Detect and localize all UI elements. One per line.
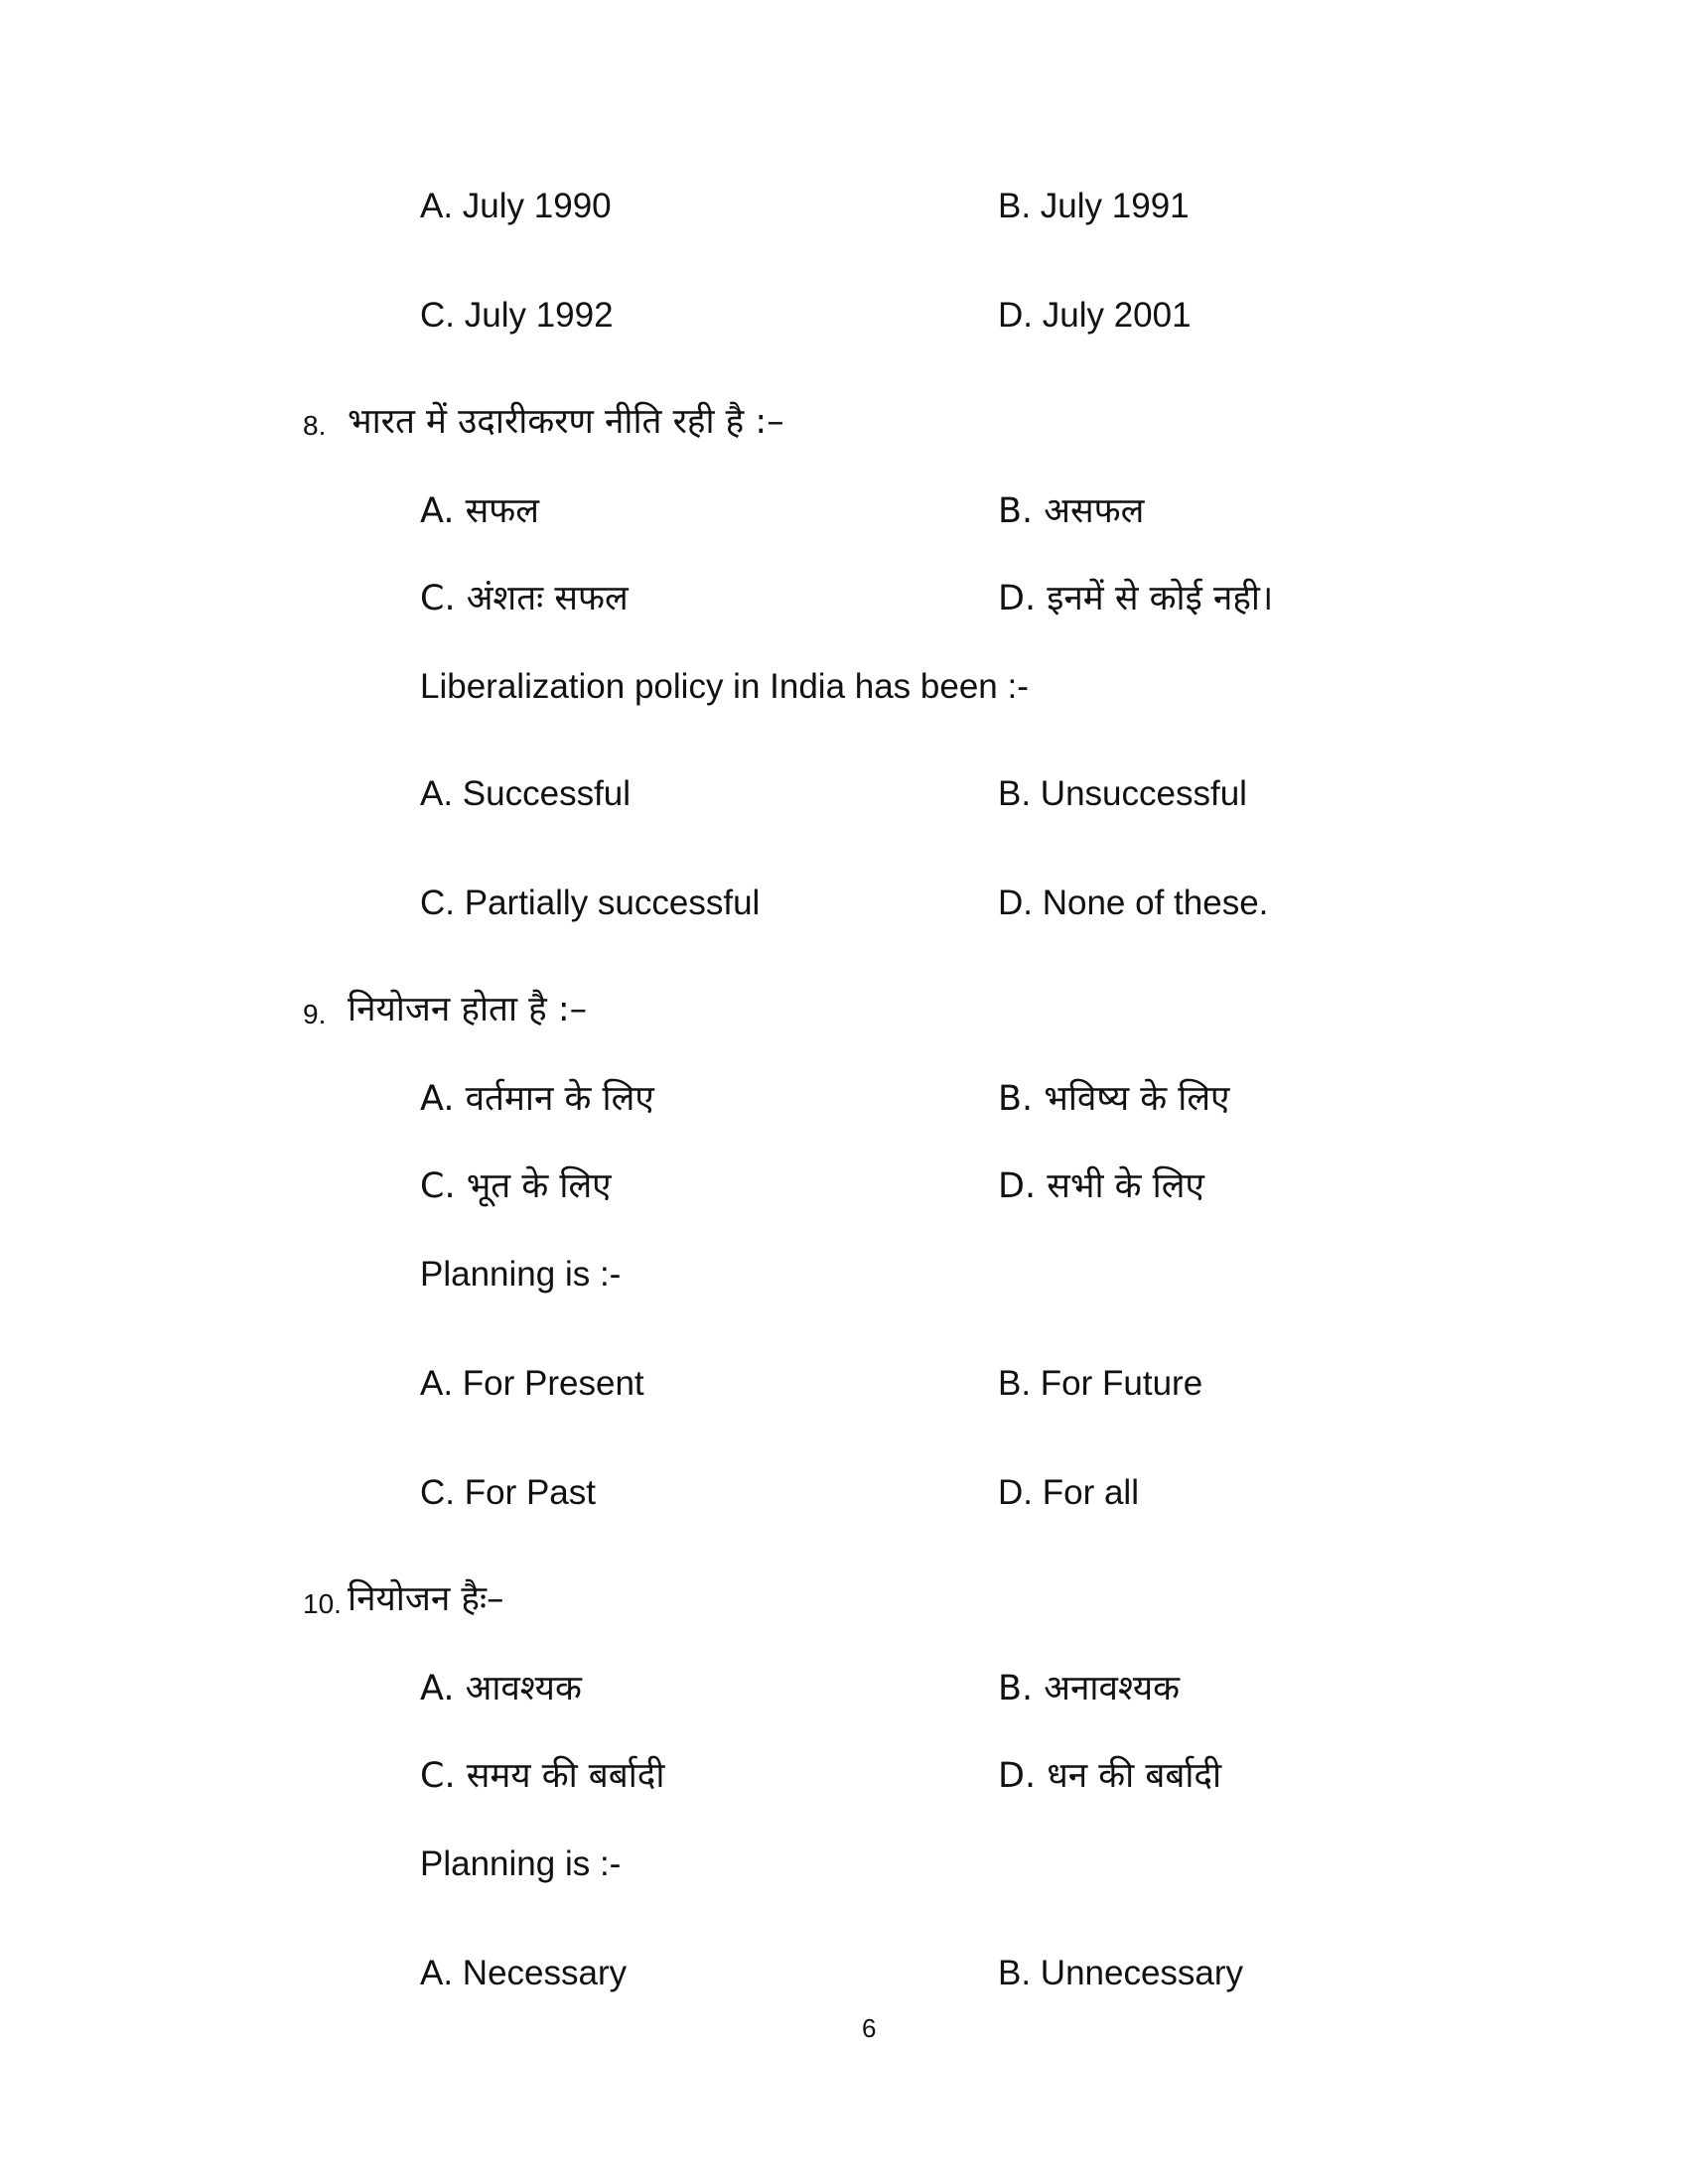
q7-option-c: C. July 1992 [420, 296, 614, 335]
q9-english-option-a: A. For Present [420, 1364, 644, 1403]
q9-english-option-c: C. For Past [420, 1473, 596, 1512]
q8-english-option-a: A. Successful [420, 774, 632, 813]
q8-hindi-option-a: A. सफल [420, 491, 539, 531]
q10-hindi-option-c: C. समय की बर्बादी [420, 1756, 665, 1796]
q9-english-option-d: D. For all [998, 1473, 1139, 1512]
q10-hindi-option-d: D. धन की बर्बादी [998, 1756, 1222, 1796]
q9-english-option-b: B. For Future [998, 1364, 1203, 1403]
q8-hindi-option-b: B. असफल [998, 491, 1145, 531]
q8-english-option-c: C. Partially successful [420, 884, 761, 922]
q10-english-question: Planning is :- [420, 1844, 622, 1883]
q8-number: 8. [303, 410, 327, 441]
page-number: 6 [862, 2013, 877, 2043]
q10-english-option-b: B. Unnecessary [998, 1954, 1244, 1992]
q8-hindi-option-d: D. इनमें से कोई नही। [998, 579, 1274, 618]
q7-option-b: B. July 1991 [998, 187, 1190, 225]
q8-english-option-d: D. None of these. [998, 884, 1269, 922]
q10-english-option-a: A. Necessary [420, 1954, 628, 1992]
q10-hindi-question: नियोजन हैः– [348, 1579, 504, 1619]
q7-option-a: A. July 1990 [420, 187, 612, 225]
q10-hindi-option-b: B. अनावश्यक [998, 1669, 1181, 1708]
q7-option-d: D. July 2001 [998, 296, 1192, 335]
q9-hindi-option-d: D. सभी के लिए [998, 1166, 1204, 1206]
q8-english-question: Liberalization policy in India has been :- [420, 667, 1029, 706]
q9-hindi-option-b: B. भविष्य के लिए [998, 1079, 1230, 1119]
q8-hindi-option-c: C. अंशतः सफल [420, 579, 629, 618]
q9-hindi-question: नियोजन होता है :– [348, 990, 588, 1029]
q9-english-question: Planning is :- [420, 1255, 622, 1294]
q9-hindi-option-c: C. भूत के लिए [420, 1166, 612, 1206]
q9-hindi-option-a: A. वर्तमान के लिए [420, 1079, 654, 1119]
q8-english-option-b: B. Unsuccessful [998, 774, 1247, 813]
q9-number: 9. [303, 999, 327, 1029]
q10-hindi-option-a: A. आवश्यक [420, 1669, 582, 1708]
q8-hindi-question: भारत में उदारीकरण नीति रही है :– [348, 402, 784, 442]
q10-number: 10. [303, 1588, 342, 1619]
